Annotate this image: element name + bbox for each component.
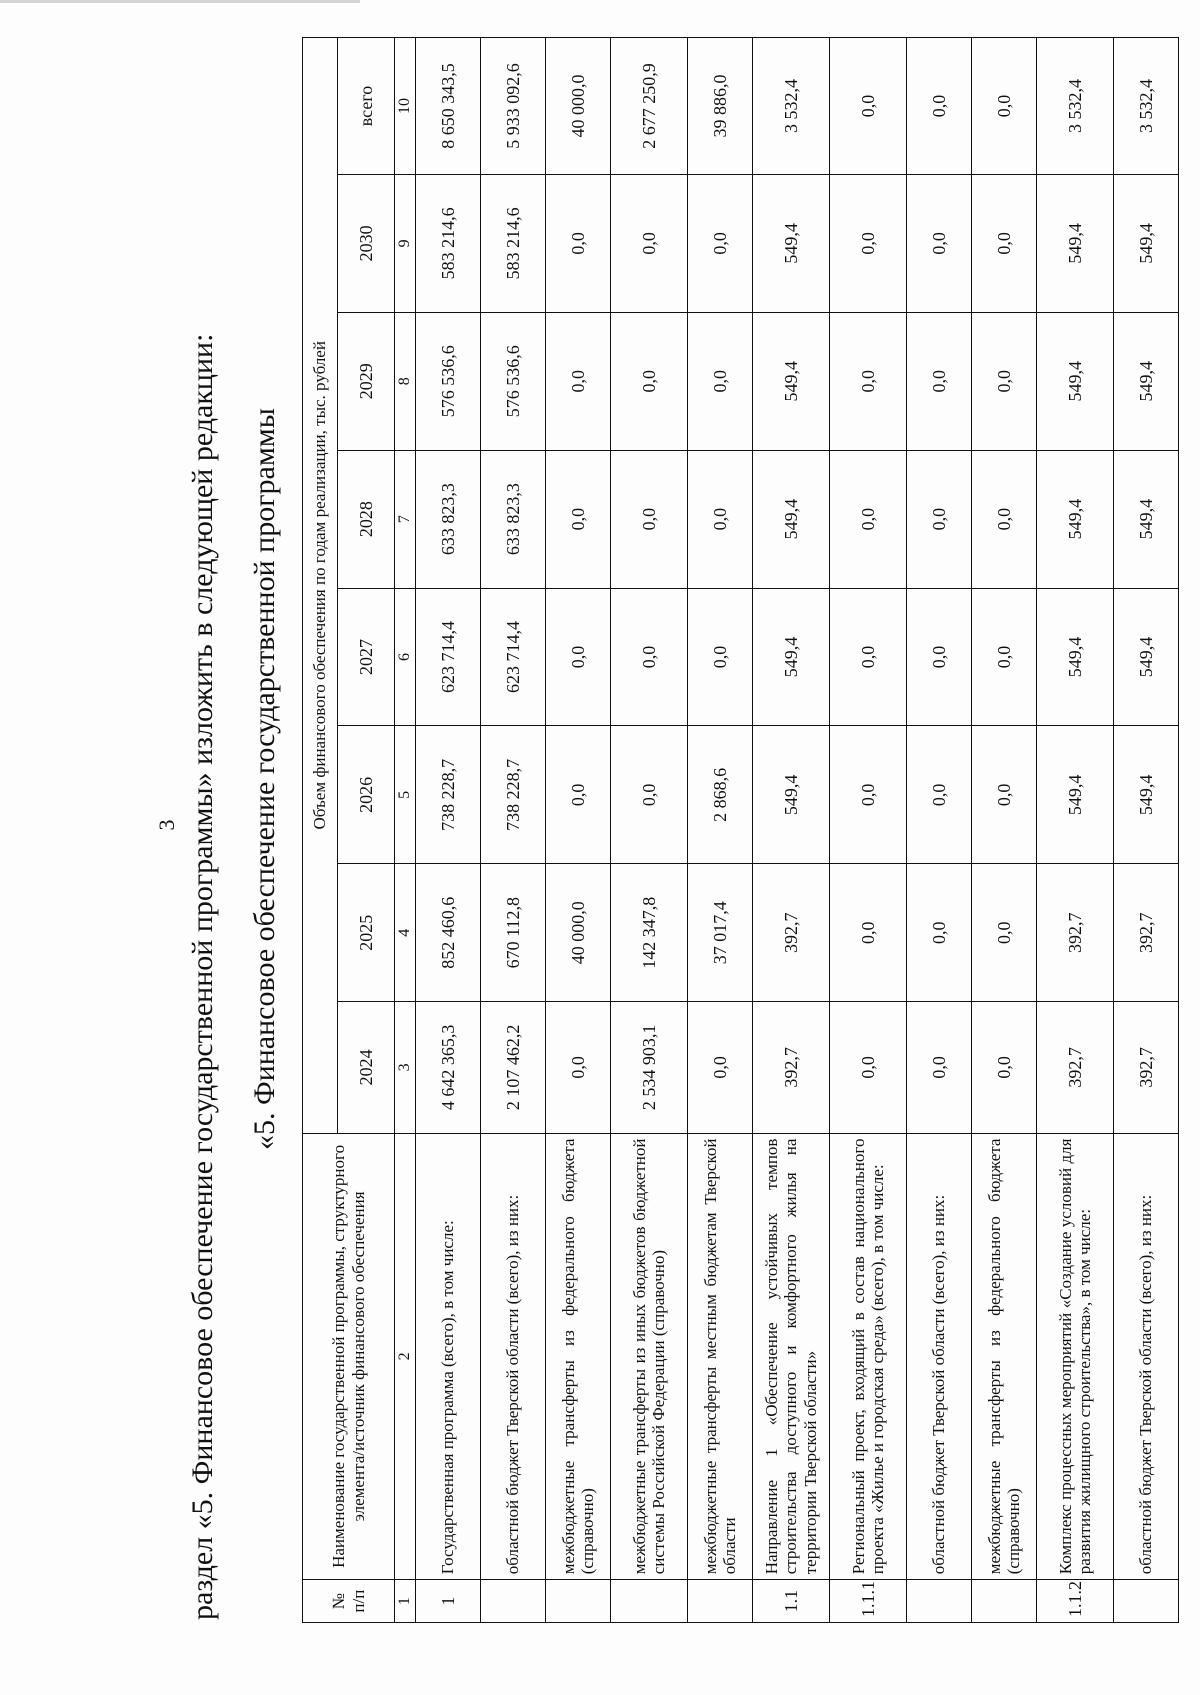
table-row	[481, 38, 546, 1623]
row-year-cell: 633 823,3	[416, 450, 481, 588]
row-year-cell: 738 228,7	[481, 726, 546, 864]
row-total-cell: 3 532,4	[753, 38, 830, 175]
row-number: 1.1.1	[830, 1580, 907, 1623]
header-year: 2026	[338, 726, 395, 864]
row-year-cell: 583 214,6	[481, 174, 546, 312]
row-year-cell: 2 534 903,1	[611, 1002, 688, 1133]
row-year-cell: 142 347,8	[611, 864, 688, 1002]
header-total: всего	[338, 38, 395, 175]
header-name: Наименование государственной программы, структурного элемента/источник финансового обеспечения	[303, 1133, 395, 1580]
header-year: 2025	[338, 864, 395, 1002]
row-year-cell: 0,0	[546, 312, 611, 450]
row-year-cell: 549,4	[753, 312, 830, 450]
row-year-cell: 0,0	[688, 1002, 753, 1133]
row-year-cell: 4 642 365,3	[416, 1002, 481, 1133]
table-row	[611, 38, 688, 1623]
row-year-cell: 0,0	[611, 174, 688, 312]
row-year-cell: 549,4	[753, 450, 830, 588]
row-total-cell: 40 000,0	[546, 38, 611, 175]
row-year-cell: 0,0	[830, 450, 907, 588]
row-year-cell: 0,0	[907, 726, 972, 864]
table-row	[753, 38, 830, 1623]
row-year-cell: 392,7	[1114, 864, 1179, 1002]
row-year-cell: 549,4	[1037, 450, 1114, 588]
row-year-cell: 0,0	[972, 1002, 1037, 1133]
header-year: 2027	[338, 588, 395, 726]
row-year-cell: 0,0	[830, 312, 907, 450]
row-year-cell: 0,0	[611, 726, 688, 864]
row-name: Комплекс процессных мероприятий «Создание условий для развития жилищного строительства», в том числе:	[1037, 1133, 1114, 1580]
row-year-cell: 852 460,6	[416, 864, 481, 1002]
row-year-cell: 549,4	[1114, 588, 1179, 726]
row-year-cell: 0,0	[972, 726, 1037, 864]
row-name: областной бюджет Тверской области (всего), из них:	[907, 1133, 972, 1580]
row-number	[907, 1580, 972, 1623]
row-number	[546, 1580, 611, 1623]
row-year-cell: 392,7	[1114, 1002, 1179, 1133]
row-total-cell: 8 650 343,5	[416, 38, 481, 175]
column-index: 1	[395, 1580, 416, 1623]
row-year-cell: 0,0	[830, 174, 907, 312]
column-index: 8	[395, 312, 416, 450]
row-number: 1.1.2	[1037, 1580, 1114, 1623]
row-year-cell: 2 107 462,2	[481, 1002, 546, 1133]
row-name: межбюджетные трансферты местным бюджетам Тверской области	[688, 1133, 753, 1580]
row-year-cell: 0,0	[611, 312, 688, 450]
row-total-cell: 3 532,4	[1114, 38, 1179, 175]
row-year-cell: 549,4	[1037, 312, 1114, 450]
row-number	[688, 1580, 753, 1623]
row-year-cell: 549,4	[753, 726, 830, 864]
row-year-cell: 2 868,6	[688, 726, 753, 864]
row-year-cell: 0,0	[546, 450, 611, 588]
row-number: 1	[416, 1580, 481, 1623]
row-year-cell: 40 000,0	[546, 864, 611, 1002]
row-year-cell: 549,4	[1114, 312, 1179, 450]
row-year-cell: 0,0	[907, 1002, 972, 1133]
row-name: областной бюджет Тверской области (всего), из них:	[481, 1133, 546, 1580]
row-total-cell: 0,0	[830, 38, 907, 175]
column-index: 5	[395, 726, 416, 864]
row-year-cell: 0,0	[830, 864, 907, 1002]
row-number	[972, 1580, 1037, 1623]
row-year-cell: 0,0	[611, 450, 688, 588]
row-total-cell: 5 933 092,6	[481, 38, 546, 175]
row-year-cell: 37 017,4	[688, 864, 753, 1002]
header-volume: Объем финансового обеспечения по годам реализации, тыс. рублей	[303, 38, 338, 1134]
row-year-cell: 738 228,7	[416, 726, 481, 864]
table-row	[1037, 38, 1114, 1623]
row-name: межбюджетные трансферты из федерального бюджета (справочно)	[546, 1133, 611, 1580]
row-name: межбюджетные трансферты из иных бюджетов бюджетной системы Российской Федерации (справочно)	[611, 1133, 688, 1580]
row-number	[481, 1580, 546, 1623]
row-year-cell: 549,4	[1037, 726, 1114, 864]
table-row	[416, 38, 481, 1623]
row-year-cell: 623 714,4	[416, 588, 481, 726]
column-index: 6	[395, 588, 416, 726]
row-total-cell: 39 886,0	[688, 38, 753, 175]
row-year-cell: 392,7	[1037, 864, 1114, 1002]
row-year-cell: 549,4	[753, 174, 830, 312]
table-row	[1114, 38, 1179, 1623]
row-year-cell: 392,7	[753, 864, 830, 1002]
row-year-cell: 633 823,3	[481, 450, 546, 588]
row-year-cell: 0,0	[546, 1002, 611, 1133]
row-name: Государственная программа (всего), в том числе:	[416, 1133, 481, 1580]
row-total-cell: 2 677 250,9	[611, 38, 688, 175]
row-name: областной бюджет Тверской области (всего), из них:	[1114, 1133, 1179, 1580]
row-year-cell: 0,0	[688, 312, 753, 450]
header-year: 2030	[338, 174, 395, 312]
column-index: 9	[395, 174, 416, 312]
row-year-cell: 576 536,6	[416, 312, 481, 450]
row-year-cell: 0,0	[546, 174, 611, 312]
row-year-cell: 0,0	[907, 588, 972, 726]
row-year-cell: 0,0	[972, 864, 1037, 1002]
row-year-cell: 0,0	[830, 726, 907, 864]
row-year-cell: 0,0	[972, 588, 1037, 726]
row-year-cell: 0,0	[688, 588, 753, 726]
row-year-cell: 576 536,6	[481, 312, 546, 450]
row-year-cell: 0,0	[830, 1002, 907, 1133]
row-number: 1.1	[753, 1580, 830, 1623]
row-year-cell: 583 214,6	[416, 174, 481, 312]
row-year-cell: 549,4	[1114, 726, 1179, 864]
header-year: 2024	[338, 1002, 395, 1133]
header-year: 2029	[338, 312, 395, 450]
row-name: Региональный проект, входящий в состав национального проекта «Жилье и городская среда» (всего), в том числе:	[830, 1133, 907, 1580]
table-row	[830, 38, 907, 1623]
row-year-cell: 0,0	[830, 588, 907, 726]
table-body	[416, 38, 1179, 1623]
row-year-cell: 0,0	[546, 726, 611, 864]
table-row	[972, 38, 1037, 1623]
column-index: 7	[395, 450, 416, 588]
row-year-cell: 0,0	[688, 174, 753, 312]
row-year-cell: 0,0	[907, 174, 972, 312]
row-year-cell: 0,0	[972, 312, 1037, 450]
column-index: 10	[395, 38, 416, 175]
row-total-cell: 0,0	[972, 38, 1037, 175]
column-index: 4	[395, 864, 416, 1002]
row-year-cell: 0,0	[688, 450, 753, 588]
row-year-cell: 623 714,4	[481, 588, 546, 726]
section-heading: раздел «5. Финансовое обеспечение государственной программы» изложить в следующей редакции:	[186, 333, 219, 1620]
table-row	[688, 38, 753, 1623]
row-year-cell: 392,7	[1037, 1002, 1114, 1133]
row-year-cell: 0,0	[972, 450, 1037, 588]
row-number	[1114, 1580, 1179, 1623]
table-row	[907, 38, 972, 1623]
row-number	[611, 1580, 688, 1623]
row-year-cell: 549,4	[1114, 174, 1179, 312]
row-year-cell: 0,0	[907, 450, 972, 588]
row-year-cell: 0,0	[546, 588, 611, 726]
row-year-cell: 549,4	[1037, 588, 1114, 726]
table-title: «5. Финансовое обеспечение государственной программы	[248, 408, 281, 1150]
table-row	[546, 38, 611, 1623]
row-name: межбюджетные трансферты из федерального бюджета (справочно)	[972, 1133, 1037, 1580]
row-year-cell: 392,7	[753, 1002, 830, 1133]
row-total-cell: 0,0	[907, 38, 972, 175]
row-year-cell: 0,0	[907, 864, 972, 1002]
row-year-cell: 549,4	[1114, 450, 1179, 588]
row-year-cell: 670 112,8	[481, 864, 546, 1002]
row-year-cell: 549,4	[1037, 174, 1114, 312]
column-index: 3	[395, 1002, 416, 1133]
row-year-cell: 549,4	[753, 588, 830, 726]
row-year-cell: 0,0	[611, 588, 688, 726]
financing-table	[302, 37, 1179, 1623]
column-index: 2	[395, 1133, 416, 1580]
row-year-cell: 0,0	[907, 312, 972, 450]
row-name: Направление 1 «Обеспечение устойчивых темпов строительства доступного и комфортного жилья на территории Тверской области»	[753, 1133, 830, 1580]
header-year: 2028	[338, 450, 395, 588]
page-number: 3	[154, 819, 179, 831]
row-year-cell: 0,0	[972, 174, 1037, 312]
header-num: № п/п	[303, 1580, 395, 1623]
row-total-cell: 3 532,4	[1037, 38, 1114, 175]
